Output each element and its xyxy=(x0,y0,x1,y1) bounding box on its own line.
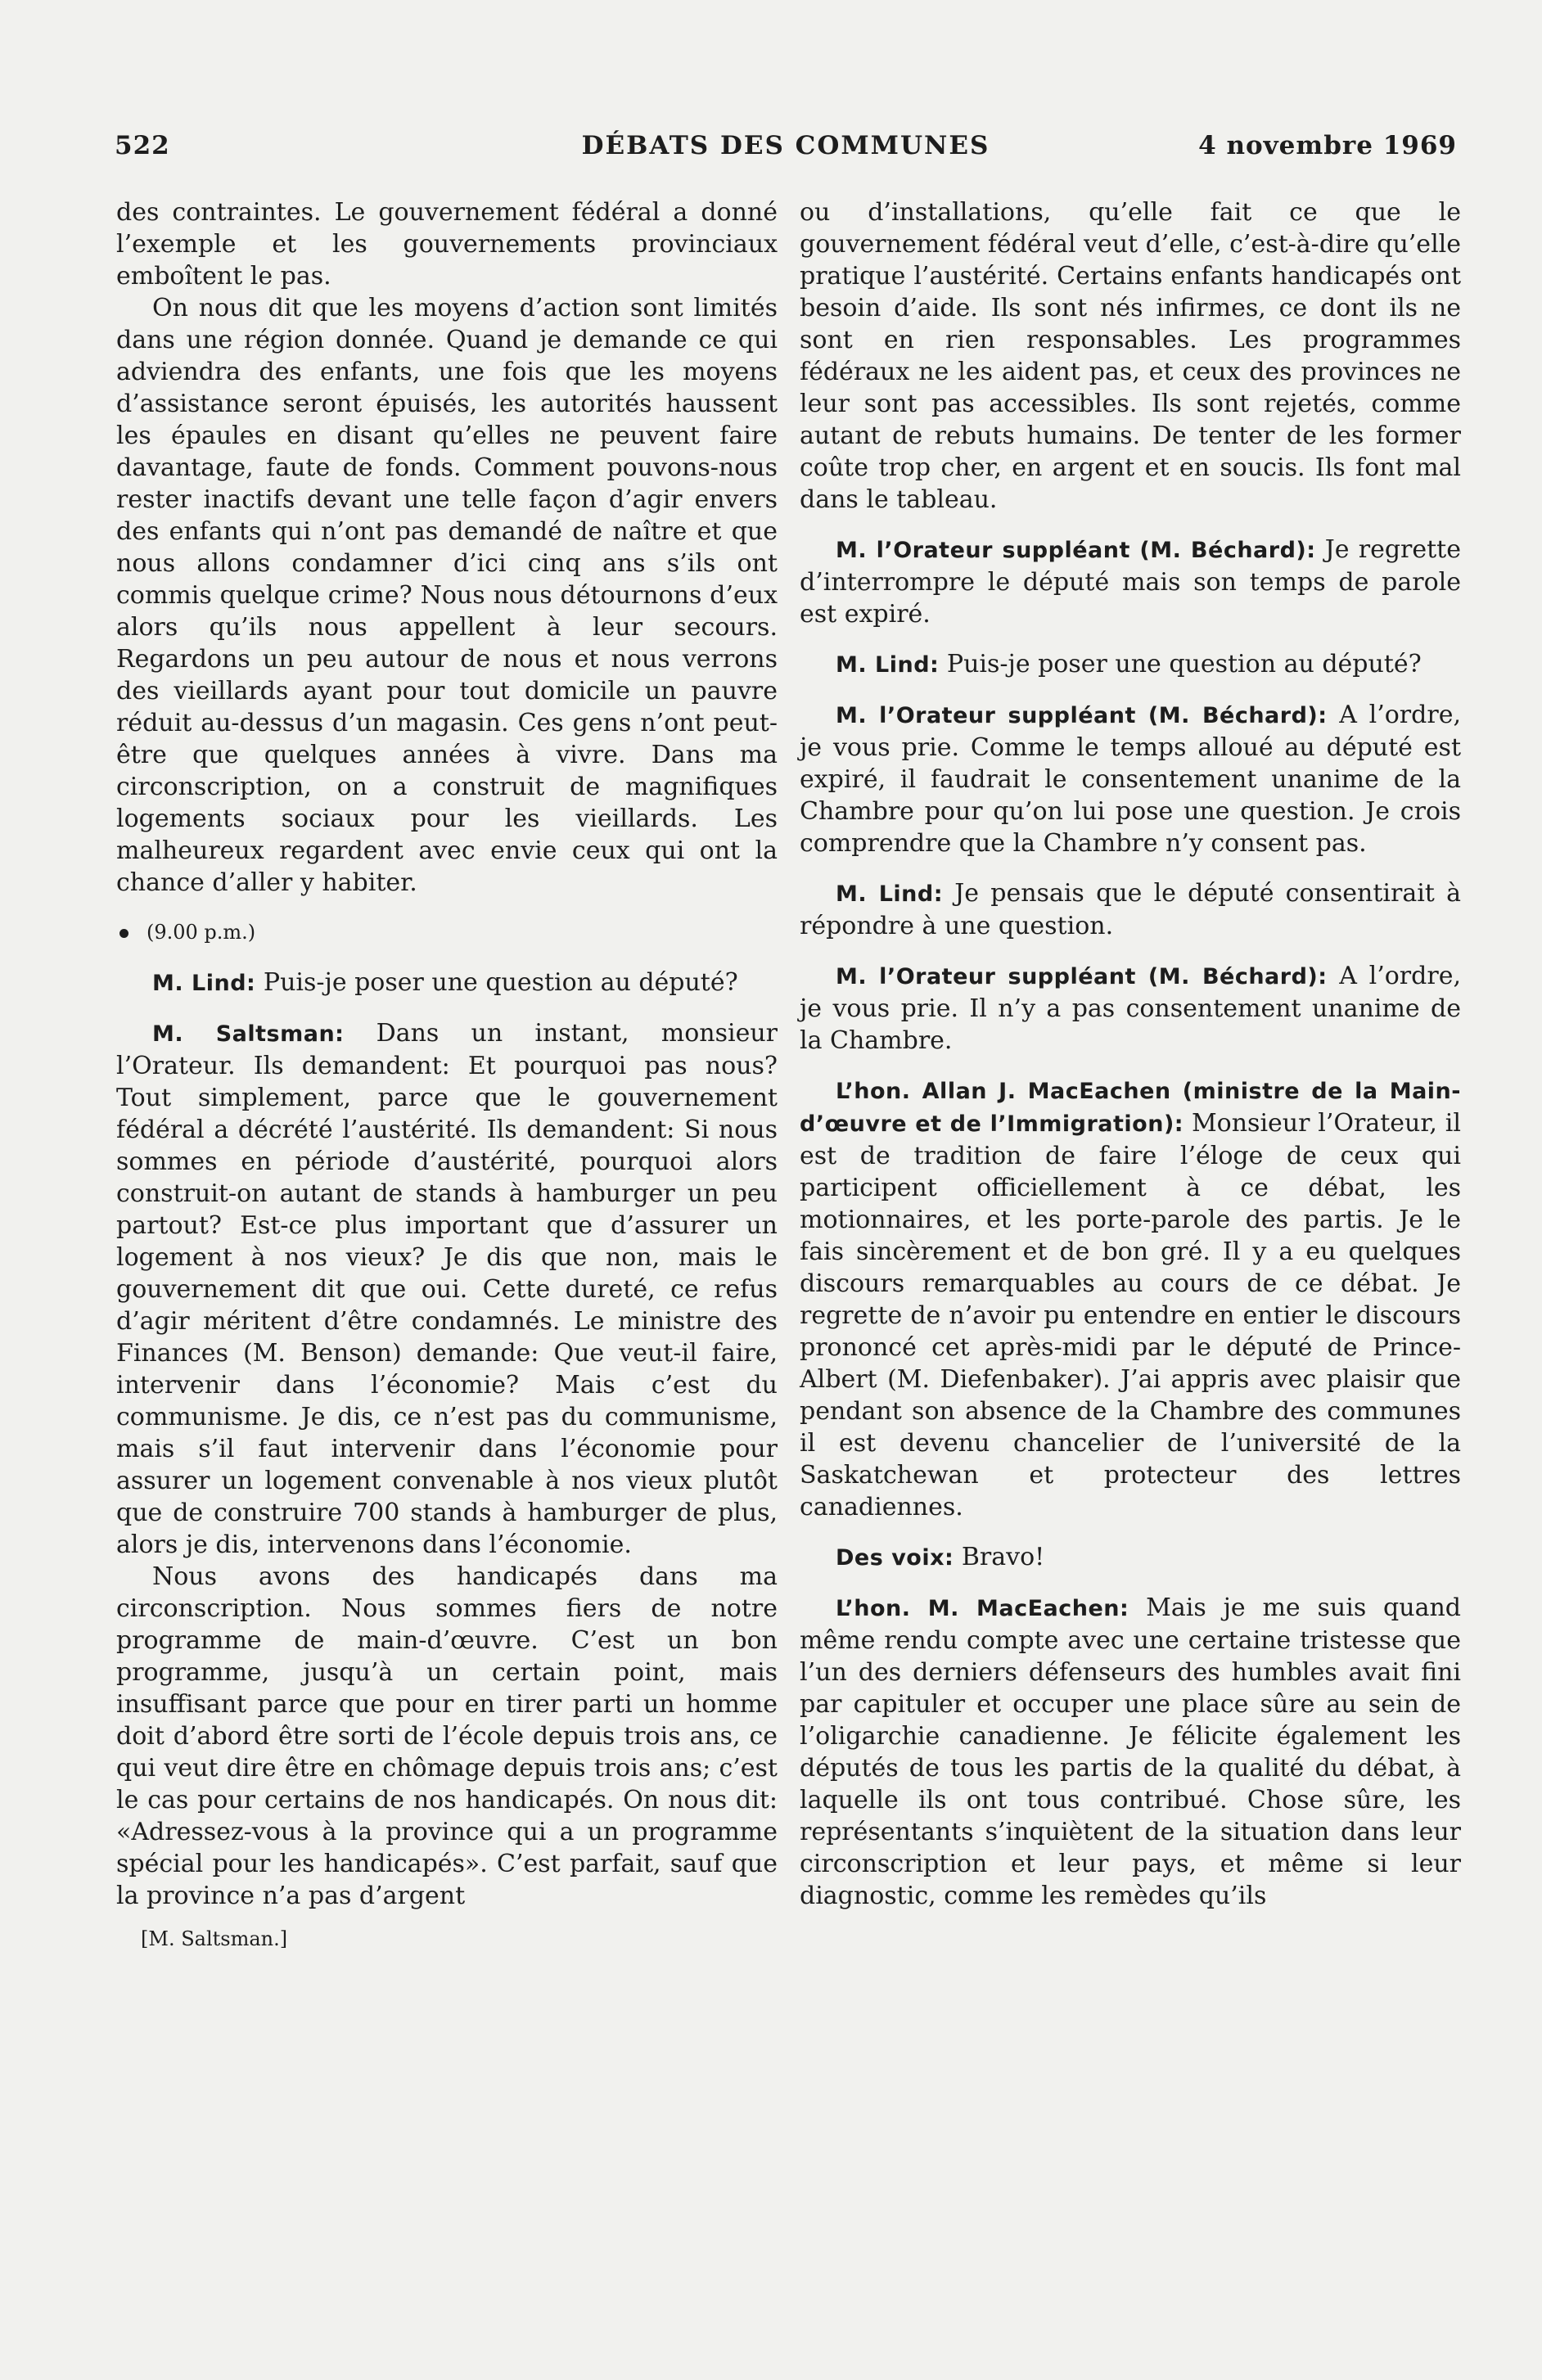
speech-paragraph xyxy=(800,960,1461,1057)
paragraph: On nous dit que les moyens d’action sont limités dans une région donnée. Quand je demande ce qui adviendra des enfants, une fois que les moyens d’assistance seront épuisés, les autorités haussent les épaules en disant qu’elles ne peuvent faire davantage, faute de fonds. Comment pouvons-nous rester inactifs devant une telle façon d’agir envers des enfants qui n’ont pas demandé de naître et que nous allons condamner d’ici cinq ans s’ils ont commis quelque crime? Nous nous détournons d’eux alors qu’ils nous appellent à leur secours. Regardons un peu autour de nous et nous verrons des vieillards ayant pour tout domicile un pauvre réduit au-dessus d’un magasin. Ces gens n’ont peut-être que quelques années à vivre. Dans ma circonscription, on a construit de magnifiques logements sociaux pour les vieillards. Les malheureux regardent avec envie ceux qui ont la chance d’aller y habiter. xyxy=(116,294,778,897)
bullet-icon xyxy=(119,929,128,938)
speaker-name: M. Lind: xyxy=(152,971,256,996)
speaker-name: L’hon. Allan J. MacEachen (ministre de la Main-d’œuvre et de l’Immigration): xyxy=(800,1079,1461,1137)
speaker-footer-tag: [M. Saltsman.] xyxy=(141,1927,288,1950)
speech-paragraph xyxy=(116,967,778,999)
speech-paragraph xyxy=(800,1541,1461,1574)
speaker-name: M. Lind: xyxy=(836,881,944,907)
speech-text: A l’ordre, je vous prie. Il n’y a pas consentement unanime de la Chambre. xyxy=(800,962,1461,1055)
publication-title: DÉBATS DES COMMUNES xyxy=(581,131,990,160)
page-number: 522 xyxy=(115,131,170,160)
speech-text: A l’ordre, je vous prie. Comme le temps alloué au député est expiré, il faudrait le consentement unanime de la Chambre pour qu’on lui pose une question. Je crois comprendre que la Chambre n’y consent pas. xyxy=(800,701,1461,858)
issue-date: 4 novembre 1969 xyxy=(1198,131,1457,160)
speaker-name: L’hon. M. MacEachen: xyxy=(836,1596,1129,1621)
time-text: (9.00 p.m.) xyxy=(147,921,256,944)
speech-text: Puis-je poser une question au député? xyxy=(255,968,738,997)
speaker-name: M. l’Orateur suppléant (M. Béchard): xyxy=(836,703,1328,728)
speech-text: Je pensais que le député consentirait à répondre à une question. xyxy=(800,879,1461,940)
left-column xyxy=(116,196,778,1955)
right-column xyxy=(800,196,1461,1912)
speech-text: Bravo! xyxy=(954,1543,1045,1571)
paragraph: des contraintes. Le gouvernement fédéral a donné l’exemple et les gouvernements provinciaux emboîtent le pas. xyxy=(116,198,778,291)
paragraph: ou d’installations, qu’elle fait ce que le gouvernement fédéral veut d’elle, c’est-à-dire qu’elle pratique l’austérité. Certains enfants handicapés ont besoin d’aide. Ils sont nés infirmes, ce dont ils ne sont en rien responsables. Les programmes fédéraux ne les aident pas, et ceux des provinces ne leur sont pas accessibles. Ils sont rejetés, comme autant de rebuts humains. De tenter de les former coûte trop cher, en argent et en soucis. Ils font mal dans le tableau. xyxy=(800,198,1462,514)
speech-text: Monsieur l’Orateur, il est de tradition de faire l’éloge de ceux qui participent officiellement à ce débat, les motionnaires, et les porte-parole des partis. Je le fais sincèrement et de bon gré. Il y a eu quelques discours remarquables au cours de ce débat. Je regrette de n’avoir pu entendre en entier le discours prononcé cet après-midi par le député de Prince-Albert (M. Diefenbaker). J’ai appris avec plaisir que pendant son absence de la Chambre des communes il est devenu chancelier de l’université de la Saskatchewan et protecteur des lettres canadiennes. xyxy=(800,1109,1461,1521)
speaker-name: Des voix: xyxy=(836,1545,954,1571)
speech-text: Je regrette d’interrompre le député mais son temps de parole est expiré. xyxy=(800,535,1461,629)
speaker-name: M. l’Orateur suppléant (M. Béchard): xyxy=(836,538,1316,563)
speech-paragraph xyxy=(800,534,1461,630)
speech-text: Dans un instant, monsieur l’Orateur. Ils demandent: Et pourquoi pas nous? Tout simplement, parce que le gouvernement fédéral a décrété l’austérité. Ils demandent: Si nous sommes en période d’austérité, pourquoi alors construit-on autant de stands à hamburger un peu partout? Est-ce plus important que d’assurer un logement à nos vieux? Je dis que non, mais le gouvernement dit que oui. Cette dureté, ce refus d’agir méritent d’être condamnés. Le ministre des Finances (M. Benson) demande: Que veut-il faire, intervenir dans l’économie? Mais c’est du communisme. Je dis, ce n’est pas du communisme, mais s’il faut intervenir dans l’économie pour assurer un logement convenable à nos vieux plutôt que de construire 700 stands à hamburger de plus, alors je dis, intervenons dans l’économie. xyxy=(116,1019,778,1559)
speech-paragraph xyxy=(800,648,1461,681)
speaker-name: M. Saltsman: xyxy=(152,1021,345,1047)
paragraph: Nous avons des handicapés dans ma circonscription. Nous sommes fiers de notre programme de main-d’œuvre. C’est un bon programme, jusqu’à un certain point, mais insuffisant parce que pour en tirer parti un homme doit d’abord être sorti de l’école depuis trois ans, ce qui veut dire être en chômage depuis trois ans; c’est le cas pour certains de nos handicapés. On nous dit: «Adressez-vous à la province qui a un programme spécial pour les handicapés». C’est parfait, sauf que la province n’a pas d’argent xyxy=(116,1562,778,1910)
speech-paragraph xyxy=(800,699,1461,859)
speech-text: Puis-je poser une question au député? xyxy=(939,650,1422,678)
speech-paragraph xyxy=(800,877,1461,942)
speech-text: Mais je me suis quand même rendu compte avec une certaine tristesse que l’un des derniers défenseurs des humbles avait fini par capituler et occuper une place sûre au sein de l’oligarchie canadienne. Je félicite également les députés de tous les partis de la qualité du débat, à laquelle ils ont tous contribué. Chose sûre, les représentants s’inquiètent de la situation dans leur circonscription et leur pays, et même si leur diagnostic, comme les remèdes qu’ils xyxy=(800,1593,1461,1910)
speech-paragraph xyxy=(800,1592,1461,1912)
page-header xyxy=(115,131,1457,172)
speaker-name: M. l’Orateur suppléant (M. Béchard): xyxy=(836,964,1328,989)
speech-paragraph xyxy=(800,1075,1461,1523)
speech-paragraph xyxy=(116,1017,778,1561)
speaker-name: M. Lind: xyxy=(836,652,940,678)
time-marker xyxy=(116,917,778,949)
